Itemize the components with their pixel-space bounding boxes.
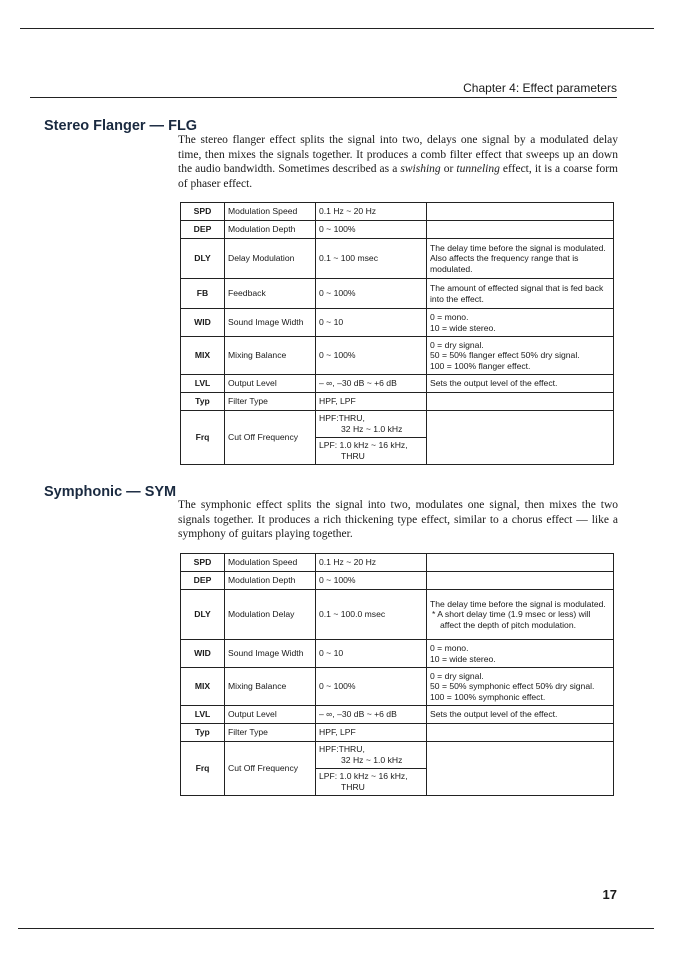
desc-line: The delay time before the signal is modulated. bbox=[430, 598, 606, 609]
param-range: 0 ~ 10 bbox=[316, 309, 427, 337]
param-range: 0 ~ 100% bbox=[316, 668, 427, 706]
param-range: 0 ~ 100% bbox=[316, 279, 427, 309]
param-desc bbox=[427, 337, 614, 375]
desc-line: 100 = 100% flanger effect. bbox=[430, 360, 531, 371]
chapter-header: Chapter 4: Effect parameters bbox=[463, 81, 617, 95]
range-line: LPF: 1.0 kHz ~ 16 kHz, bbox=[319, 440, 408, 451]
param-desc bbox=[427, 203, 614, 221]
param-name: Cut Off Frequency bbox=[225, 742, 316, 796]
range-line: LPF: 1.0 kHz ~ 16 kHz, bbox=[319, 771, 408, 782]
table-row bbox=[181, 337, 614, 375]
param-name: Output Level bbox=[225, 706, 316, 724]
param-desc bbox=[427, 742, 614, 796]
param-desc bbox=[427, 572, 614, 590]
param-range: 0 ~ 100% bbox=[316, 221, 427, 239]
desc-line: 0 = dry signal. bbox=[430, 339, 484, 350]
param-range: HPF, LPF bbox=[316, 393, 427, 411]
param-name: Output Level bbox=[225, 375, 316, 393]
param-range: 0.1 ~ 100 msec bbox=[316, 239, 427, 279]
param-abbr: Frq bbox=[181, 411, 225, 465]
param-name: Modulation Speed bbox=[225, 203, 316, 221]
range-line: HPF:THRU, bbox=[319, 413, 365, 424]
param-abbr: DLY bbox=[181, 590, 225, 640]
param-desc bbox=[427, 309, 614, 337]
param-abbr: MIX bbox=[181, 668, 225, 706]
table-row bbox=[181, 393, 614, 411]
range-line: 32 Hz ~ 1.0 kHz bbox=[341, 424, 403, 434]
param-desc bbox=[427, 393, 614, 411]
param-range: – ∞, –30 dB ~ +6 dB bbox=[316, 706, 427, 724]
param-name: Modulation Depth bbox=[225, 221, 316, 239]
table-row bbox=[181, 279, 614, 309]
header-rule bbox=[30, 97, 617, 98]
table-row bbox=[181, 554, 614, 572]
desc-line: 0 = dry signal. bbox=[430, 670, 484, 681]
param-name: Filter Type bbox=[225, 724, 316, 742]
desc-line: 100 = 100% symphonic effect. bbox=[430, 691, 546, 702]
param-name: Filter Type bbox=[225, 393, 316, 411]
param-name: Modulation Delay bbox=[225, 590, 316, 640]
param-desc bbox=[427, 640, 614, 668]
param-desc bbox=[427, 554, 614, 572]
param-desc: Sets the output level of the effect. bbox=[427, 375, 614, 393]
table-row bbox=[181, 572, 614, 590]
param-range-lpf bbox=[316, 438, 427, 465]
desc-line: 10 = wide stereo. bbox=[430, 653, 496, 664]
table-row bbox=[181, 706, 614, 724]
page-number: 17 bbox=[602, 887, 617, 902]
param-range-hpf bbox=[316, 411, 427, 438]
range-line: HPF:THRU, bbox=[319, 744, 365, 755]
param-name: Sound Image Width bbox=[225, 309, 316, 337]
param-range: – ∞, –30 dB ~ +6 dB bbox=[316, 375, 427, 393]
table-row bbox=[181, 724, 614, 742]
param-range-hpf bbox=[316, 742, 427, 769]
param-name: Modulation Speed bbox=[225, 554, 316, 572]
table-row bbox=[181, 375, 614, 393]
param-desc: The delay time before the signal is modulated. Also affects the frequency range that is modulated. bbox=[427, 239, 614, 279]
table-row bbox=[181, 668, 614, 706]
desc-line: 0 = mono. bbox=[430, 642, 469, 653]
section-title-flanger: Stereo Flanger — FLG bbox=[44, 118, 198, 134]
desc-line: 50 = 50% flanger effect 50% dry signal. bbox=[430, 350, 580, 361]
bottom-rule bbox=[18, 928, 654, 929]
param-name: Cut Off Frequency bbox=[225, 411, 316, 465]
table-row bbox=[181, 590, 614, 640]
param-desc: The amount of effected signal that is fed back into the effect. bbox=[427, 279, 614, 309]
param-range: 0.1 Hz ~ 20 Hz bbox=[316, 203, 427, 221]
range-line: THRU bbox=[341, 451, 365, 461]
param-desc bbox=[427, 221, 614, 239]
param-abbr: Frq bbox=[181, 742, 225, 796]
param-desc bbox=[427, 590, 614, 640]
param-name: Mixing Balance bbox=[225, 337, 316, 375]
param-desc bbox=[427, 724, 614, 742]
desc-line: 10 = wide stereo. bbox=[430, 322, 496, 333]
param-abbr: Typ bbox=[181, 724, 225, 742]
range-line: THRU bbox=[341, 782, 365, 792]
param-desc: Sets the output level of the effect. bbox=[427, 706, 614, 724]
param-abbr: SPD bbox=[181, 203, 225, 221]
param-abbr: DLY bbox=[181, 239, 225, 279]
param-abbr: FB bbox=[181, 279, 225, 309]
param-range: 0.1 ~ 100.0 msec bbox=[316, 590, 427, 640]
param-abbr: DEP bbox=[181, 572, 225, 590]
section-title-symphonic: Symphonic — SYM bbox=[44, 484, 177, 500]
param-abbr: Typ bbox=[181, 393, 225, 411]
param-desc bbox=[427, 411, 614, 465]
param-range-lpf bbox=[316, 769, 427, 796]
table-row bbox=[181, 640, 614, 668]
param-name: Modulation Depth bbox=[225, 572, 316, 590]
table-row bbox=[181, 309, 614, 337]
desc-note: * A short delay time (1.9 msec or less) will affect the depth of pitch modulation. bbox=[432, 609, 591, 630]
param-abbr: LVL bbox=[181, 375, 225, 393]
param-range: HPF, LPF bbox=[316, 724, 427, 742]
param-range: 0 ~ 100% bbox=[316, 337, 427, 375]
param-abbr: MIX bbox=[181, 337, 225, 375]
parameter-table-symphonic bbox=[180, 553, 614, 796]
param-name: Delay Modulation bbox=[225, 239, 316, 279]
top-rule bbox=[20, 28, 654, 29]
param-name: Feedback bbox=[225, 279, 316, 309]
table-row bbox=[181, 239, 614, 279]
param-range: 0 ~ 10 bbox=[316, 640, 427, 668]
desc-line: 50 = 50% symphonic effect 50% dry signal. bbox=[430, 681, 595, 692]
param-range: 0 ~ 100% bbox=[316, 572, 427, 590]
section-intro-symphonic: The symphonic effect splits the signal into two, modulates one signal, then mixes the two signals together. It produces a rich thickening type effect, similar to a chorus effect — like a symphony of guitars playing together. bbox=[178, 499, 618, 540]
table-row bbox=[181, 203, 614, 221]
table-row bbox=[181, 742, 614, 769]
table-row bbox=[181, 221, 614, 239]
param-abbr: DEP bbox=[181, 221, 225, 239]
param-abbr: LVL bbox=[181, 706, 225, 724]
desc-line: 0 = mono. bbox=[430, 311, 469, 322]
section-intro-flanger: The stereo flanger effect splits the signal into two, delays one signal by a modulated delay time, then mixes the signals together. It produces a comb filter effect that sweeps up an down the audio bandwidth. Sometimes described as a swishing or tunneling effect, it is a coarse form of phaser effect. bbox=[178, 134, 618, 190]
param-range: 0.1 Hz ~ 20 Hz bbox=[316, 554, 427, 572]
param-abbr: WID bbox=[181, 309, 225, 337]
table-row bbox=[181, 411, 614, 438]
param-abbr: WID bbox=[181, 640, 225, 668]
param-name: Sound Image Width bbox=[225, 640, 316, 668]
range-line: 32 Hz ~ 1.0 kHz bbox=[341, 755, 403, 765]
param-desc bbox=[427, 668, 614, 706]
param-abbr: SPD bbox=[181, 554, 225, 572]
parameter-table-flanger bbox=[180, 202, 614, 465]
param-name: Mixing Balance bbox=[225, 668, 316, 706]
